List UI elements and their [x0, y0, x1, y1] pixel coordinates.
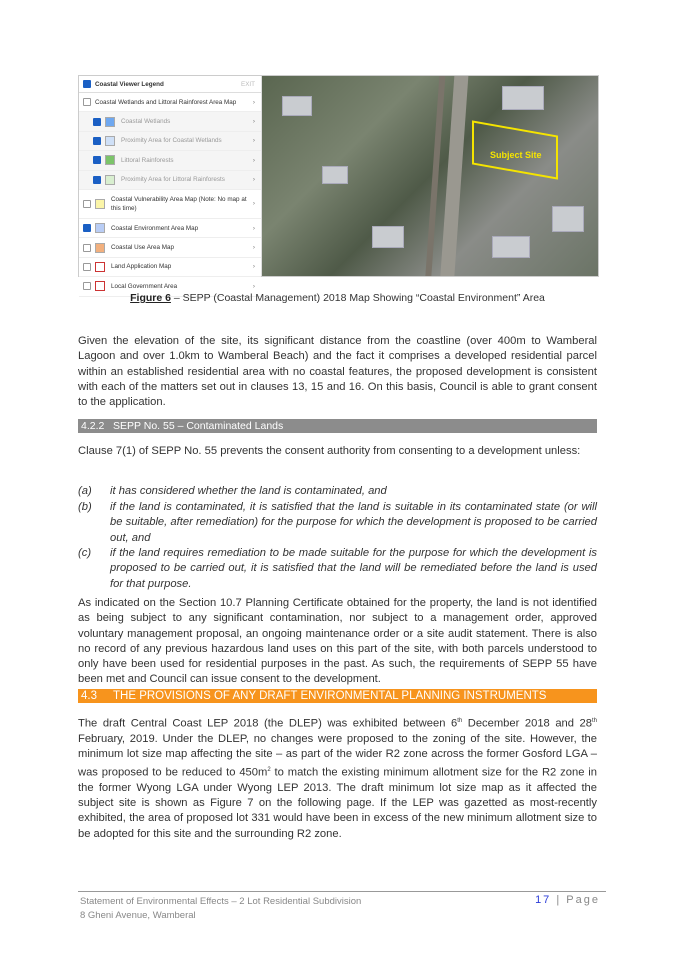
chevron-right-icon[interactable]: › — [252, 263, 255, 271]
caption-text: – SEPP (Coastal Management) 2018 Map Showing “Coastal Environment” Area — [170, 292, 545, 304]
checkbox-icon[interactable] — [83, 200, 91, 208]
legend-swatch-icon — [95, 243, 105, 253]
checkbox-icon[interactable] — [93, 176, 101, 184]
checkbox-icon[interactable] — [93, 137, 101, 145]
page-number — [535, 894, 600, 906]
list-text: if the land requires remediation to be made suitable for the purpose for which the development is proposed to be carried out, it is satisfied that the land will be remediated before the land is used for that purpose. — [110, 547, 597, 590]
figure-caption — [0, 292, 675, 304]
subject-site-label: Subject Site — [490, 150, 542, 160]
legend-swatch-icon — [105, 155, 115, 165]
legend-item[interactable] — [79, 190, 261, 219]
legend-item-label: Coastal Wetlands and Littoral Rainforest Area Map — [95, 98, 237, 106]
list-marker: (c) — [78, 547, 92, 559]
list-marker: (a) — [78, 485, 92, 497]
legend-item[interactable] — [79, 151, 261, 170]
chevron-right-icon[interactable]: › — [252, 156, 255, 164]
chevron-right-icon[interactable]: › — [252, 244, 255, 252]
legend-swatch-icon — [105, 175, 115, 185]
checkbox-icon[interactable] — [83, 244, 91, 252]
chevron-right-icon[interactable]: › — [252, 98, 255, 106]
page-num: 17 — [535, 894, 552, 906]
checkbox-icon[interactable] — [83, 98, 91, 106]
section-title: SEPP No. 55 – Contaminated Lands — [113, 420, 284, 432]
section-number: 4.2.2 — [81, 420, 105, 432]
legend-swatch-icon — [95, 262, 105, 272]
legend-item[interactable] — [79, 112, 261, 131]
building — [322, 166, 348, 184]
list-item — [78, 484, 597, 499]
building — [502, 86, 544, 110]
legend-item[interactable] — [79, 171, 261, 190]
list-item — [78, 546, 597, 592]
chevron-right-icon[interactable]: › — [252, 137, 255, 145]
legend-swatch-icon — [95, 281, 105, 291]
footer-divider — [78, 891, 606, 892]
list-marker: (b) — [78, 501, 92, 513]
section-heading-4-3 — [78, 689, 597, 703]
road — [439, 76, 469, 276]
list-text: if the land is contaminated, it is satisfied that the land is suitable in its contaminated state (or will be suitable, after remediation) for the purpose for which the development is proposed to be carried out, and — [110, 501, 597, 544]
legend-item-label: Land Application Map — [111, 263, 172, 271]
building — [282, 96, 312, 116]
list-text: it has considered whether the land is contaminated, and — [110, 485, 387, 497]
legend-item-label: Proximity Area for Littoral Rainforests — [121, 176, 225, 184]
figure-ref: Figure 6 — [130, 292, 171, 304]
section-number: 4.3 — [81, 690, 97, 702]
aerial-map — [262, 76, 598, 276]
legend-exit[interactable]: EXIT — [241, 80, 255, 88]
legend-item-label: Coastal Environment Area Map — [111, 224, 199, 232]
legend-item-label: Coastal Wetlands — [121, 118, 171, 126]
figure-6-map — [78, 75, 599, 290]
legend-item-label: Local Government Area — [111, 282, 178, 290]
checkbox-icon[interactable] — [83, 80, 91, 88]
paragraph-coastal-conclusion: Given the elevation of the site, its significant distance from the coastline (over 400m to Wamberal Lagoon and over 1.0km to Wamberal Beach) and the fact it comprises a developed residential parcel within an established residential area with no coastal features, the proposed development is consistent with each of the matters set out in clauses 13, 15 and 16. On this basis, Council is able to grant consent to the application. — [78, 335, 597, 409]
legend-header — [79, 76, 261, 93]
chevron-right-icon[interactable]: › — [252, 200, 255, 208]
list-item — [78, 500, 597, 546]
building — [372, 226, 404, 248]
legend-item-label: Coastal Vulnerability Area Map (Note: No map at this time) — [111, 195, 247, 212]
legend-item-label: Coastal Use Area Map — [111, 244, 174, 252]
paragraph-draft-lep: The draft Central Coast LEP 2018 (the DLEP) was exhibited between 6th December 2018 and 28th February, 2019. Under the DLEP, no changes were proposed to the zoning of the site. However, the minimum lot size map affecting the site – as part of the wider R2 zone across the former Gosford LGA – was proposed to be reduced to $450m^2$ to match the existing minimum allotment size for the R2 zone in the former Wyong LGA under Wyong LEP 2013. The draft minimum lot size map as it affected the subject site is shown as Figure 7 on the following page. If the LEP was gazetted as most-recently exhibited, the area of proposed lot 331 would have been in excess of the new minimum allotment size to be adopted for this site and the surrounding R2 zone. — [78, 717, 597, 840]
chevron-right-icon[interactable]: › — [252, 176, 255, 184]
checkbox-icon[interactable] — [93, 118, 101, 126]
legend-item[interactable] — [79, 93, 261, 112]
chevron-right-icon[interactable]: › — [252, 282, 255, 290]
legend-title: Coastal Viewer Legend — [95, 80, 164, 88]
legend-item-label: Littoral Rainforests — [121, 156, 174, 164]
building — [552, 206, 584, 232]
legend-swatch-icon — [105, 136, 115, 146]
checkbox-icon[interactable] — [83, 282, 91, 290]
chevron-right-icon[interactable]: › — [252, 118, 255, 126]
legend-swatch-icon — [95, 199, 105, 209]
legend-item-label: Proximity Area for Coastal Wetlands — [121, 137, 222, 145]
legend-swatch-icon — [95, 223, 105, 233]
paragraph-contamination: As indicated on the Section 10.7 Planning Certificate obtained for the property, the land is not identified as being subject to any significant contamination, nor subject to a management order, approved voluntary management proposal, an ongoing maintenance order or a site audit statement. There is also no record of any previous hazardous land uses on this part of the site, with both parcels understood to only have been used for residential purposes in the past. As such, the requirements of SEPP 55 have been met and Council can issue consent to the development. — [78, 597, 597, 686]
section-title: THE PROVISIONS OF ANY DRAFT ENVIRONMENTAL PLANNING INSTRUMENTS — [113, 690, 547, 702]
legend-item[interactable] — [79, 219, 261, 238]
legend-swatch-icon — [105, 117, 115, 127]
footer-address: 8 Gheni Avenue, Wamberal — [80, 910, 196, 921]
paragraph-clause-7: Clause 7(1) of SEPP No. 55 prevents the consent authority from consenting to a development unless: — [78, 445, 581, 457]
checkbox-icon[interactable] — [83, 224, 91, 232]
legend-item[interactable] — [79, 238, 261, 257]
building — [492, 236, 530, 258]
checkbox-icon[interactable] — [93, 156, 101, 164]
legend-item[interactable] — [79, 258, 261, 277]
legend-item[interactable] — [79, 132, 261, 151]
section-heading-4-2-2 — [78, 419, 597, 433]
page-sep: | — [551, 894, 567, 906]
footer-title: Statement of Environmental Effects – 2 Lot Residential Subdivision — [80, 896, 362, 907]
page-word: Page — [566, 894, 600, 906]
coastal-viewer-legend — [79, 76, 262, 290]
chevron-right-icon[interactable]: › — [252, 224, 255, 232]
checkbox-icon[interactable] — [83, 263, 91, 271]
